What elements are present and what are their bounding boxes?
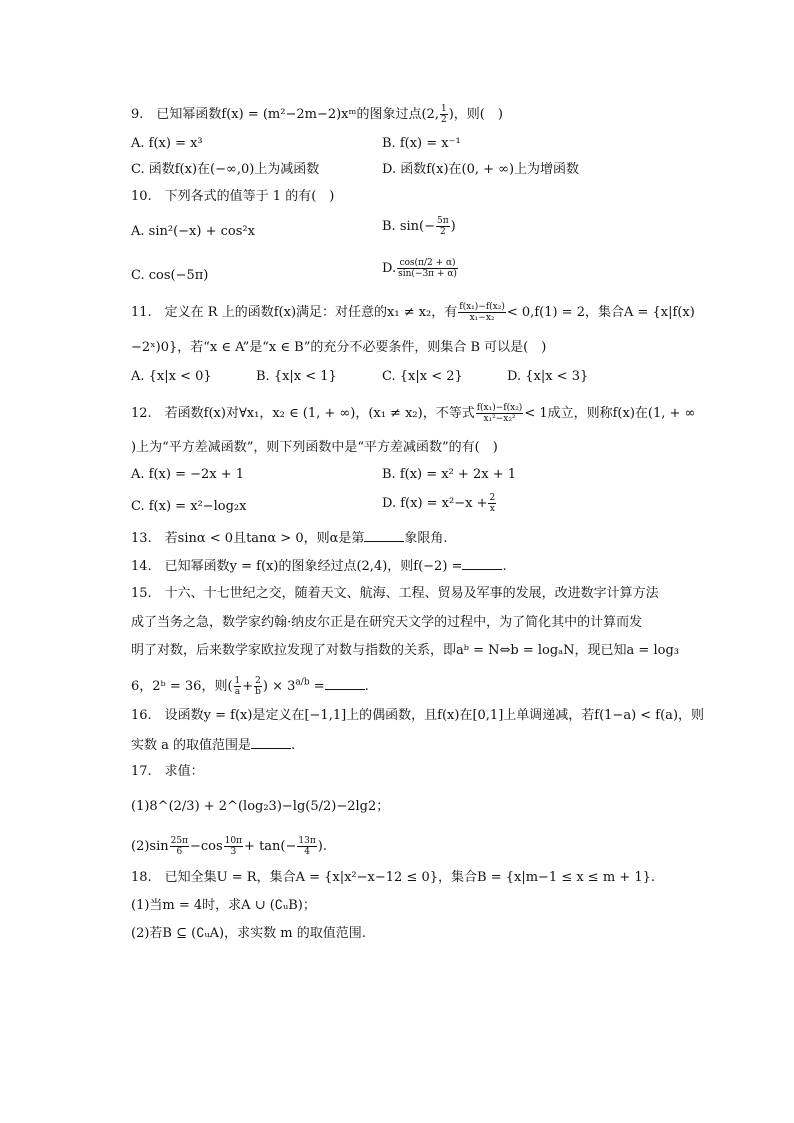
q9-stem: 9. 已知幂函数f(x) = (m²−2m−2)xᵐ的图象过点(2, $\frac{1}{2}$ )，则( ) <box>131 104 503 125</box>
q11-option-b: B. {x|x < 1} <box>256 369 337 384</box>
q15-line3: 明了对数，后来数学家欧拉发现了对数与指数的关系，即aᵇ = N⇔b = logₐN，现已知a = log₃ <box>131 643 679 658</box>
q18-stem: 18. 已知全集U = R，集合A = {x|x²−x−12 ≤ 0}，集合B = {x|m−1 ≤ x ≤ m + 1}. <box>131 870 655 885</box>
q12-option-d: D. f(x) = x²−x + $\frac{2}{x}$ <box>382 493 496 514</box>
q16-line2: 实数 a 的取值范围是 . <box>131 738 296 753</box>
q15-answer-blank[interactable] <box>325 677 365 690</box>
q18-part2: (2)若B ⊆ (∁ᵤA)，求实数 m 的取值范围. <box>131 926 366 941</box>
q16-line1: 16. 设函数y = f(x)是定义在[−1,1]上的偶函数，且f(x)在[0,1]上单调递减，若f(1−a) < f(a)，则 <box>131 708 705 723</box>
q10-stem: 10. 下列各式的值等于 1 的有( ) <box>131 189 335 204</box>
q12-option-a: A. f(x) = −2x + 1 <box>131 467 245 482</box>
q15-line1: 15. 十六、十七世纪之交，随着天文、航海、工程、贸易及军事的发展，改进数字计算方法 <box>131 586 659 601</box>
q16-answer-blank[interactable] <box>251 736 291 749</box>
q13-stem: 13. 若sinα < 0且tanα > 0，则α是第 象限角. <box>131 531 448 546</box>
q9-option-d: D. 函数f(x)在(0, + ∞)上为增函数 <box>382 162 580 177</box>
q11-option-d: D. {x|x < 3} <box>507 369 589 384</box>
q11-line2: −2ˣ)0}，若“x ∈ A”是“x ∈ B”的充分不必要条件，则集合 B 可以是( ) <box>131 340 547 355</box>
q14-stem: 14. 已知幂函数y = f(x)的图象经过点(2,4)，则f(−2) = . <box>131 559 507 574</box>
q10-option-b: B. sin(− $\frac{5\pi}{2}$ ) <box>382 216 456 237</box>
q12-option-b: B. f(x) = x² + 2x + 1 <box>382 467 516 482</box>
q9-option-c: C. 函数f(x)在(−∞,0)上为减函数 <box>131 162 320 177</box>
q18-part1: (1)当m = 4时，求A ∪ (∁ᵤB)； <box>131 898 316 913</box>
q17-title: 17. 求值： <box>131 764 204 779</box>
q12-option-c: C. f(x) = x²−log₂x <box>131 499 247 514</box>
q10-option-a: A. sin²(−x) + cos²x <box>131 224 255 239</box>
q17-part2: (2)sin $\frac{25\pi}{6}$ −cos $\frac{10\pi}{3}$ + tan(− $\frac{13\pi}{4}$ ). <box>131 836 327 857</box>
q17-part1: (1)8^(2/3) + 2^(log₂3)−lg(5/2)−2lg2； <box>131 799 390 814</box>
q9-point-fraction: $\frac{1}{2}$ <box>440 104 447 125</box>
q9-option-a: A. f(x) = x³ <box>131 136 203 151</box>
q15-line2: 成了当务之急，数学家约翰·纳皮尔正是在研究天文学的过程中，为了简化其中的计算而发 <box>131 615 643 630</box>
q13-answer-blank[interactable] <box>364 529 404 542</box>
q11-option-c: C. {x|x < 2} <box>382 369 463 384</box>
q10-option-d: D. $\frac{\cos(\pi/2 + \alpha)}{\sin(-3\pi + \alpha)}$ <box>382 258 457 279</box>
q15-line4: 6，2ᵇ = 36，则( $\frac{1}{a}$ + $\frac{2}{b}$ ) × $3^{a/b}$ = . <box>131 676 369 697</box>
q12-line1: 12. 若函数f(x)对∀x₁，x₂ ∈ (1, + ∞)，(x₁ ≠ x₂)，不等式 $\frac{\text{f(x₁)−f(x₂)}}{\text{x₁²−x₂²}}$ < 1成立，则称f(x)在(1, + ∞ <box>131 403 696 424</box>
q9-option-b: B. f(x) = x⁻¹ <box>382 136 461 151</box>
q12-line2: )上为“平方差减函数”，则下列函数中是“平方差减函数”的有( ) <box>131 440 498 455</box>
q11-option-a: A. {x|x < 0} <box>131 369 212 384</box>
q14-answer-blank[interactable] <box>462 557 502 570</box>
q11-line1: 11. 定义在 R 上的函数f(x)满足：对任意的x₁ ≠ x₂，有 $\frac{\text{f(x₁)−f(x₂)}}{\text{x₁−x₂}}$ < 0,f(1) = 2，集合A = {x|f(x) <box>131 302 695 323</box>
q10-option-c: C. cos(−5π) <box>131 268 209 283</box>
